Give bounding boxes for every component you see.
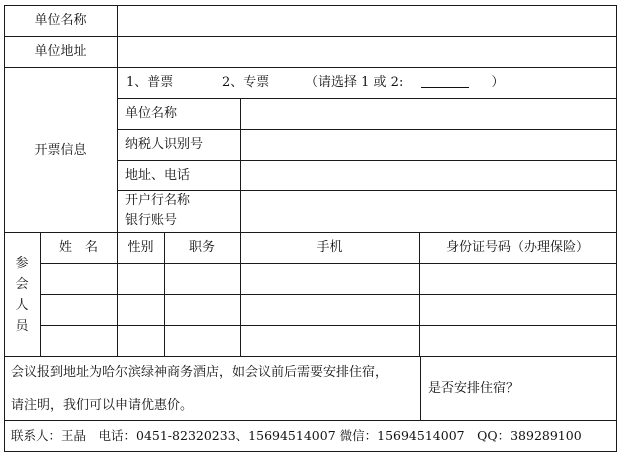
- rule: [4, 420, 617, 421]
- invoice-option-special[interactable]: 2、专票: [222, 75, 270, 90]
- invoice-option-general[interactable]: 1、普票: [126, 75, 174, 90]
- invoice-choice-text: （请选择 1 或 2:: [305, 75, 404, 90]
- address-phone-input[interactable]: [241, 161, 616, 190]
- rule: [4, 232, 617, 233]
- attendees-label-4: 员: [15, 319, 29, 334]
- unit-address-input[interactable]: [118, 37, 616, 67]
- contact-info: 联系人：王晶 电话：0451-82320233、15694514007 微信：15694514007 QQ：389289100: [11, 428, 582, 443]
- border-left: [4, 5, 5, 452]
- field-address-phone-label: 地址、电话: [125, 168, 191, 183]
- header-id-number: 身份证号码（办理保险）: [445, 240, 589, 255]
- unit-name-input[interactable]: [118, 6, 616, 36]
- field-unit-name-label: 单位名称: [125, 106, 178, 121]
- attendees-label-1: 参: [15, 256, 29, 271]
- rule: [4, 67, 617, 68]
- header-gender: 性别: [127, 240, 154, 255]
- header-mobile: 手机: [316, 240, 343, 255]
- invoice-choice-close: ）: [491, 75, 505, 90]
- rule: [4, 356, 617, 357]
- border-right: [616, 5, 617, 452]
- rule: [40, 294, 617, 295]
- field-bank-account-label: 银行账号: [125, 213, 178, 228]
- notice-line-2: 请注明，我们可以申请优惠价。: [11, 398, 194, 413]
- attendees-label-2: 会: [15, 277, 29, 292]
- invoice-unit-name-input[interactable]: [241, 99, 616, 129]
- rule: [420, 356, 421, 421]
- border-bottom: [4, 451, 617, 452]
- invoice-section-label: 开票信息: [34, 143, 87, 158]
- rule: [40, 263, 617, 264]
- lodging-question: 是否安排住宿？: [428, 381, 520, 396]
- notice-line-1: 会议报到地址为哈尔滨绿神商务酒店，如会议前后需要安排住宿，: [11, 365, 389, 380]
- unit-address-label: 单位地址: [34, 44, 87, 59]
- rule: [40, 325, 617, 326]
- invoice-choice-prompt: [305, 75, 504, 91]
- field-tax-id-label: 纳税人识别号: [125, 137, 204, 152]
- tax-id-input[interactable]: [241, 130, 616, 160]
- attendees-label-3: 人: [15, 298, 29, 313]
- invoice-choice-input[interactable]: [421, 75, 469, 88]
- field-bank-name-label: 开户行名称: [125, 193, 191, 208]
- header-name: 姓 名: [58, 240, 98, 255]
- bank-info-input[interactable]: [241, 191, 616, 232]
- unit-name-label: 单位名称: [34, 13, 87, 28]
- header-position: 职务: [188, 240, 215, 255]
